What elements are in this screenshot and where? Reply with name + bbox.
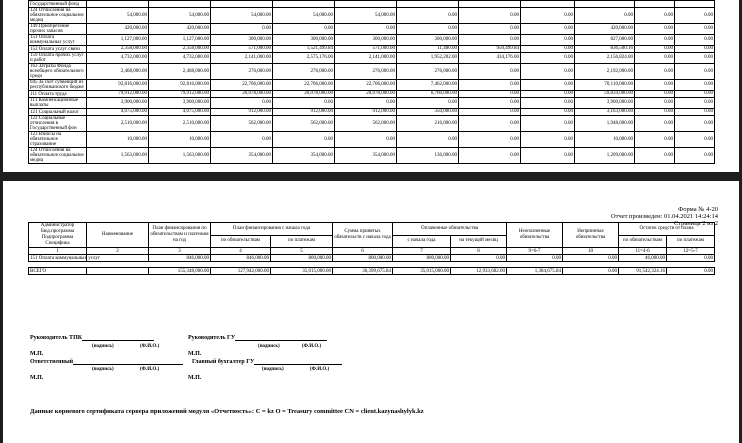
cell-value: 354,000.00 [211, 148, 273, 164]
page-number: Страница 2 из 2 [673, 220, 718, 227]
cell-value: 0.00 [667, 255, 715, 262]
col-rem-obl: по обязательствам [619, 235, 667, 248]
cell-value: 0.00 [635, 64, 675, 80]
cell-value: 3,900,000.00 [149, 98, 211, 109]
cell-value: 300,000.00 [335, 35, 397, 46]
cell-value: 0.00 [675, 8, 715, 24]
cell-value: 54,000.00 [87, 8, 149, 24]
table-row [29, 116, 715, 132]
cell-value: 4,732,000.00 [87, 53, 149, 64]
cell-value: 354,000.00 [273, 148, 335, 164]
cell-value: 0.00 [635, 24, 675, 35]
cell-value: 3,900,000.00 [575, 98, 635, 109]
cell-value: 54,000.00 [211, 8, 273, 24]
cell-value: 10,000.00 [149, 132, 211, 148]
cell-value: 0.00 [675, 46, 715, 53]
column-number: 1 [29, 248, 87, 255]
cell-value: 2,510,000.00 [87, 116, 149, 132]
row-code: 122 Социальные отчисления в Государственный фон [29, 116, 87, 132]
cell-value [335, 1, 397, 8]
table-row [29, 35, 715, 46]
cell-value: 20,078,000.00 [335, 91, 397, 98]
cell-value: 836,500.16 [575, 46, 635, 53]
cell-value: 912,000.00 [335, 109, 397, 116]
col-plan-pay: по платежам [271, 235, 333, 248]
cell-value: 0.00 [521, 8, 575, 24]
row-code: 152 Оплата услуг связи [29, 46, 87, 53]
col-paid-ytd: с начала года [393, 235, 451, 248]
row-name [87, 268, 149, 275]
cell-value: 0.00 [521, 132, 575, 148]
sig-head-gu: Руководитель ГУ [188, 335, 327, 341]
cell-value [397, 1, 459, 8]
cell-value: 0.00 [459, 35, 521, 46]
column-number: 12=5-7 [667, 248, 715, 255]
cell-value: 0.00 [635, 46, 675, 53]
cell-value: 2,141,000.00 [335, 53, 397, 64]
column-number: 6 [333, 248, 393, 255]
table-row [29, 8, 715, 24]
col-accepted: Сумма принятых обязательств с начала года [333, 223, 393, 248]
sig-executor: Ответственный [30, 359, 183, 365]
cell-value: 0.00 [521, 98, 575, 109]
cell-value: 0.00 [459, 24, 521, 35]
stamp-mark: М.П. [30, 351, 44, 357]
cell-value: 0.00 [675, 80, 715, 91]
cell-value: 0.00 [459, 116, 521, 132]
column-number: 7 [393, 248, 451, 255]
cell-value: 0.00 [521, 116, 575, 132]
cell-value: 0.00 [635, 98, 675, 109]
cell-value: 79,912,000.00 [149, 91, 211, 98]
row-code: 045 За счет субвенций из республиканского бюдже [29, 80, 87, 91]
row-code: 159 Оплата прочих услуг и работ [29, 53, 87, 64]
cell-value: 0.00 [675, 132, 715, 148]
cell-value: 22,706,000.00 [273, 80, 335, 91]
row-code: 121 Социальный налог [29, 109, 87, 116]
cell-value: 434,176.00 [459, 53, 521, 64]
cell-value: 54,000.00 [335, 8, 397, 24]
cell-value: 0.00 [635, 53, 675, 64]
cell-value: 0.00 [675, 116, 715, 132]
cell-value: 0.00 [563, 255, 619, 262]
cell-value: 1,563,000.00 [149, 148, 211, 164]
cell-value: 0.00 [675, 35, 715, 46]
cell-value: 0.00 [211, 98, 273, 109]
cell-value: 0.00 [635, 132, 675, 148]
column-number: 9=6-7 [507, 248, 563, 255]
row-code: Государственный фонд [29, 1, 87, 8]
col-paid: Оплаченные обязательства [393, 223, 507, 236]
column-number: 5 [271, 248, 333, 255]
cell-value: 420,000.00 [87, 24, 149, 35]
cell-value: 0.00 [635, 80, 675, 91]
cell-value: 6,760,000.00 [397, 91, 459, 98]
cell-value: 136,000.00 [397, 148, 459, 164]
cell-value: 571,000.00 [211, 46, 273, 53]
row-code: 124 Отчисления на обязательное социальное медиц [29, 148, 87, 164]
col-rem-pay: по платежам [667, 235, 715, 248]
cell-value: 35,015,000.00 [271, 268, 333, 275]
cell-value: 300,000.00 [211, 35, 273, 46]
cell-value: 4,075,000.00 [149, 109, 211, 116]
cell-value: 216,000.00 [397, 116, 459, 132]
cell-value: 562,000.00 [335, 116, 397, 132]
row-code: 163 Затраты Фонда всеобщего обязательного среди [29, 64, 87, 80]
cell-value: 127,942,000.00 [211, 268, 271, 275]
cell-value: 1,127,000.00 [149, 35, 211, 46]
col-remain: Остаток средств от плана [619, 223, 715, 236]
cell-value: 22,706,000.00 [211, 80, 273, 91]
cell-value: 1,209,000.00 [575, 148, 635, 164]
cell-value: 800,000.00 [271, 255, 333, 262]
cell-value [635, 1, 675, 8]
cell-value: 0.00 [675, 64, 715, 80]
column-number: 3 [149, 248, 211, 255]
cell-value: 0.00 [635, 91, 675, 98]
cell-value: 2,358,000.00 [149, 46, 211, 53]
cell-value: 0.00 [635, 8, 675, 24]
cell-value: 0.00 [521, 46, 575, 53]
fio-caption: (Ф.И.О.) [140, 367, 160, 372]
cell-value: 11,480.00 [397, 46, 459, 53]
cell-value: 0.00 [459, 80, 521, 91]
table-row [29, 1, 715, 8]
page-separator [0, 172, 742, 181]
cell-value: 0.00 [335, 24, 397, 35]
cell-value: 0.00 [521, 148, 575, 164]
cell-value: 0.00 [459, 91, 521, 98]
cell-value [675, 1, 715, 8]
page-border-left [0, 0, 3, 443]
col-plan-obl: по обязательствам [211, 235, 271, 248]
cell-value: 276,000.00 [211, 64, 273, 80]
col-plan: План финансирования по обязательствам и платежам на год [149, 223, 211, 248]
cell-value: 300,000.00 [397, 35, 459, 46]
cell-value: 1,948,000.00 [575, 116, 635, 132]
total-row [29, 268, 715, 275]
table-row [29, 53, 715, 64]
cell-value: 420,000.00 [575, 24, 635, 35]
row-code: 123 Взносы на обязательное страхование [29, 132, 87, 148]
report-produced-date: Отчет произведен: 01.04.2021 14:24:14 [610, 213, 718, 220]
cell-value: 562,000.00 [211, 116, 273, 132]
cell-value [211, 1, 273, 8]
cell-value: 846,000.00 [211, 255, 271, 262]
cell-value: 0.00 [675, 91, 715, 98]
cell-value: 0.00 [459, 98, 521, 109]
sig-caption: (подпись) [258, 344, 280, 349]
form-number: Форма № 4-20 [678, 206, 718, 213]
table-row [29, 46, 715, 53]
cell-value: 2,468,000.00 [149, 64, 211, 80]
cell-value: 7,462,000.00 [397, 80, 459, 91]
table-row [29, 109, 715, 116]
cell-value: 2,192,000.00 [575, 64, 635, 80]
cell-value: 0.00 [675, 148, 715, 164]
cell-value: 2,575,176.00 [273, 53, 335, 64]
cell-value: 0.00 [675, 53, 715, 64]
cell-value: 562,000.00 [273, 116, 335, 132]
cell-value: 0.00 [667, 268, 715, 275]
cell-value: 0.00 [459, 148, 521, 164]
col-admin: Администратор Бюд.программа Подпрограмма Спецификa [29, 223, 87, 248]
cell-value: 0.00 [459, 8, 521, 24]
obligations-table-top [28, 0, 715, 164]
table-row [29, 255, 715, 262]
cell-value: 91,542,324.16 [619, 268, 667, 275]
column-number: 4 [211, 248, 271, 255]
cell-value: 0.00 [397, 98, 459, 109]
cell-value: 0.00 [675, 98, 715, 109]
cell-value: 54,000.00 [149, 8, 211, 24]
cell-value: 0.00 [335, 98, 397, 109]
cell-value: 2,156,824.00 [575, 53, 635, 64]
cell-value: 276,000.00 [273, 64, 335, 80]
cell-value: 300,000.00 [273, 35, 335, 46]
cell-value: 0.00 [211, 24, 273, 35]
cell-value: 0.00 [397, 24, 459, 35]
col-paid-month: на текущий месяц [451, 235, 507, 248]
cell-value: 0.00 [459, 109, 521, 116]
cell-value: 0.00 [335, 132, 397, 148]
cell-value: 0.00 [397, 132, 459, 148]
cell-value: 571,000.00 [335, 46, 397, 53]
report-page-1 [0, 0, 742, 172]
cell-value: 276,000.00 [335, 64, 397, 80]
cell-value: 12,933,682.00 [451, 268, 507, 275]
cell-value: 800,000.00 [333, 255, 393, 262]
cell-value: 420,000.00 [149, 24, 211, 35]
obligations-table-summary [28, 222, 715, 275]
table-row [29, 64, 715, 80]
cell-value: 0.00 [575, 8, 635, 24]
sig-caption: (подпись) [92, 344, 114, 349]
cell-value: 155,348,000.00 [149, 268, 211, 275]
certificate-info: Данные корневого сертификата сервера приложений модуля «Отчетность»: С = kz O = Treasury committee CN = client.kazynashylyk.kz [30, 408, 424, 415]
row-code: ВСЕГО [29, 268, 87, 275]
cell-value: 0.00 [521, 24, 575, 35]
cell-value: 912,000.00 [211, 109, 273, 116]
cell-value: 0.00 [521, 91, 575, 98]
cell-value: 827,000.00 [575, 35, 635, 46]
cell-value: 912,000.00 [273, 109, 335, 116]
cell-value: 46,000.00 [619, 255, 667, 262]
row-code: 149 Приобретение прочих запасов [29, 24, 87, 35]
cell-value: 276,000.00 [397, 64, 459, 80]
stamp-mark: М.П. [188, 375, 202, 381]
cell-value: 3,163,000.00 [575, 109, 635, 116]
cell-value: 0.00 [397, 8, 459, 24]
cell-value: 0.00 [521, 53, 575, 64]
cell-value: 0.00 [521, 80, 575, 91]
cell-value: 59,834,000.00 [575, 91, 635, 98]
cell-value: 0.00 [635, 109, 675, 116]
fio-caption: (Ф.И.О.) [310, 367, 330, 372]
cell-value: 1,127,000.00 [87, 35, 149, 46]
cell-value: 0.00 [635, 148, 675, 164]
cell-value: 0.00 [635, 116, 675, 132]
cell-value: 22,706,000.00 [335, 80, 397, 91]
table-row [29, 98, 715, 109]
cell-value: 1,384,675.84 [507, 268, 563, 275]
cell-value: 3,900,000.00 [87, 98, 149, 109]
cell-value [87, 1, 149, 8]
cell-value: 35,015,000.00 [393, 268, 451, 275]
cell-value: 354,000.00 [335, 148, 397, 164]
cell-value: 0.00 [451, 255, 507, 262]
col-unaccepted: Непринятые обязательства [563, 223, 619, 248]
stamp-mark: М.П. [30, 375, 44, 381]
col-name: Наименование [87, 223, 149, 248]
cell-value: 0.00 [507, 255, 563, 262]
cell-value: 92,816,000.00 [87, 80, 149, 91]
sig-head-tpk: Руководитель ТПК [30, 335, 154, 341]
cell-value: 0.00 [563, 268, 619, 275]
table-row [29, 80, 715, 91]
cell-value: 0.00 [459, 64, 521, 80]
table-row [29, 24, 715, 35]
column-number: 11=4-6 [619, 248, 667, 255]
sig-caption: (подпись) [262, 367, 284, 372]
column-number: 2 [87, 248, 149, 255]
cell-value: 950,499.84 [459, 46, 521, 53]
cell-value [459, 1, 521, 8]
column-number: 10 [563, 248, 619, 255]
column-numbers-row [29, 248, 715, 255]
cell-value: 800,000.00 [393, 255, 451, 262]
cell-value: 0.00 [521, 109, 575, 116]
cell-value: 2,358,000.00 [87, 46, 149, 53]
cell-value: 0.00 [675, 24, 715, 35]
cell-value: 0.00 [459, 132, 521, 148]
table-row [29, 132, 715, 148]
cell-value: 1,521,499.84 [273, 46, 335, 53]
fio-caption: (Ф.И.О.) [302, 344, 322, 349]
col-unpaid: Неоплаченные обязательства [507, 223, 563, 248]
cell-value: 2,141,000.00 [211, 53, 273, 64]
cell-value: 0.00 [521, 35, 575, 46]
cell-value: 70,110,000.00 [575, 80, 635, 91]
cell-value: 0.00 [211, 132, 273, 148]
cell-value [149, 1, 211, 8]
cell-value: 0.00 [521, 64, 575, 80]
table-row [29, 148, 715, 164]
cell-value [273, 1, 335, 8]
cell-value: 0.00 [675, 109, 715, 116]
row-code: 111 Оплата труда [29, 91, 87, 98]
sig-chief-accountant: Главный бухгалтер ГУ [192, 359, 342, 365]
report-page-2 [0, 181, 742, 443]
cell-value: 0.00 [273, 24, 335, 35]
cell-value: 4,075,000.00 [87, 109, 149, 116]
cell-value: 54,000.00 [273, 8, 335, 24]
row-code: 151 Оплата коммунальных услуг [29, 35, 87, 46]
cell-value: 79,912,000.00 [87, 91, 149, 98]
col-plan-ytd: План финансирования с начала года [211, 223, 333, 236]
cell-value: 4,732,000.00 [149, 53, 211, 64]
cell-value [521, 1, 575, 8]
cell-value [575, 1, 635, 8]
cell-value: 20,078,000.00 [273, 91, 335, 98]
stamp-mark: М.П. [188, 351, 202, 357]
row-code: 113 Компенсационные выплаты [29, 98, 87, 109]
cell-value: 0.00 [273, 132, 335, 148]
cell-value: 0.00 [273, 98, 335, 109]
row-code: 124 Отчисления на обязательное социальное медиц [29, 8, 87, 24]
cell-value: 36,399,675.84 [333, 268, 393, 275]
cell-value: 20,078,000.00 [211, 91, 273, 98]
sig-caption: (подпись) [92, 367, 114, 372]
row-code: 151 Оплата коммунальных услуг [30, 255, 101, 261]
cell-value: 846,000.00 [149, 255, 211, 262]
fio-caption: (Ф.И.О.) [140, 344, 160, 349]
cell-value: 10,000.00 [87, 132, 149, 148]
cell-value: 92,816,000.00 [149, 80, 211, 91]
column-number: 8 [451, 248, 507, 255]
cell-value: 1,563,000.00 [87, 148, 149, 164]
cell-value: 2,510,000.00 [149, 116, 211, 132]
cell-value: 10,000.00 [575, 132, 635, 148]
cell-value: 0.00 [635, 35, 675, 46]
table-row [29, 91, 715, 98]
cell-value: 1,952,202.00 [397, 53, 459, 64]
cell-value: 2,468,000.00 [87, 64, 149, 80]
cell-value: 350,000.00 [397, 109, 459, 116]
